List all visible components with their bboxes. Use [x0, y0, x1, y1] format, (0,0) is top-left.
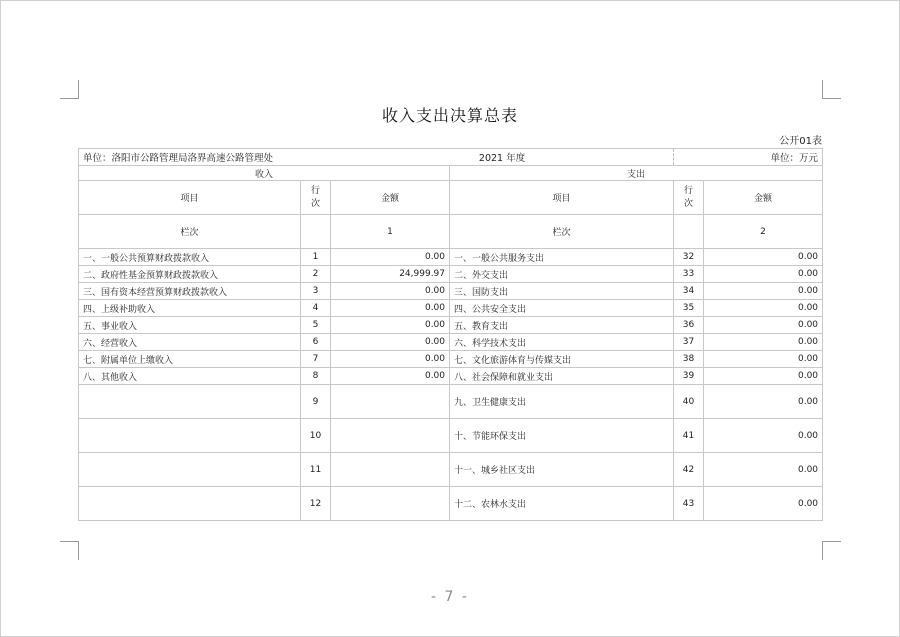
- income-item-blank: [79, 385, 301, 419]
- expense-amount: 0.00: [704, 351, 823, 368]
- income-item: 四、上级补助收入: [79, 300, 301, 317]
- income-item: 二、政府性基金预算财政拨款收入: [79, 266, 301, 283]
- income-row-no: 4: [301, 300, 331, 317]
- expense-lanci-label: 栏次: [450, 215, 674, 249]
- income-amount: 0.00: [331, 351, 450, 368]
- expense-amount: 0.00: [704, 300, 823, 317]
- income-amount: 0.00: [331, 283, 450, 300]
- expense-item: 六、科学技术支出: [450, 334, 674, 351]
- income-amount: 0.00: [331, 334, 450, 351]
- expense-lanci-blank: [674, 215, 704, 249]
- expense-row-no: 36: [674, 317, 704, 334]
- table-row: [79, 385, 823, 419]
- expense-row-no: 43: [674, 487, 704, 521]
- unit-row: [79, 149, 823, 166]
- table-row: [79, 283, 823, 300]
- expense-amount: 0.00: [704, 334, 823, 351]
- income-lanci-blank: [301, 215, 331, 249]
- expense-row-no: 40: [674, 385, 704, 419]
- income-expense-table: [78, 148, 823, 521]
- crop-mark-top-right: [822, 80, 841, 99]
- expense-amount: 0.00: [704, 317, 823, 334]
- expense-column-number: 2: [704, 215, 823, 249]
- expense-item: 九、卫生健康支出: [450, 385, 674, 419]
- table-row: [79, 368, 823, 385]
- currency-unit: 单位：万元: [704, 149, 823, 166]
- expense-item: 八、社会保障和就业支出: [450, 368, 674, 385]
- expense-row-no: 37: [674, 334, 704, 351]
- income-amount: 0.00: [331, 249, 450, 266]
- income-row-no: 7: [301, 351, 331, 368]
- income-row-no: 10: [301, 419, 331, 453]
- income-amount: 0.00: [331, 317, 450, 334]
- income-row-no: 9: [301, 385, 331, 419]
- expense-amount-header: 金额: [704, 181, 823, 215]
- expense-item: 三、国防支出: [450, 283, 674, 300]
- crop-mark-bottom-left: [60, 541, 79, 560]
- document-title: 收入支出决算总表: [381, 106, 518, 125]
- income-item-blank: [79, 487, 301, 521]
- expense-item: 七、文化旅游体育与传媒支出: [450, 351, 674, 368]
- income-row-no-header: 行次: [301, 181, 331, 215]
- table-code: 公开01表: [779, 136, 822, 147]
- expense-row-no: 42: [674, 453, 704, 487]
- expense-item: 四、公共安全支出: [450, 300, 674, 317]
- income-row-no: 3: [301, 283, 331, 300]
- income-amount: 0.00: [331, 300, 450, 317]
- income-amount-header: 金额: [331, 181, 450, 215]
- income-row-no: 5: [301, 317, 331, 334]
- year-label: 2021 年度: [331, 149, 674, 166]
- income-item: 三、国有资本经营预算财政拨款收入: [79, 283, 301, 300]
- income-amount-blank: [331, 453, 450, 487]
- income-amount: 24,999.97: [331, 266, 450, 283]
- expense-item-header: 项目: [450, 181, 674, 215]
- table-row: [79, 487, 823, 521]
- table-row: [79, 351, 823, 368]
- expense-item: 十一、城乡社区支出: [450, 453, 674, 487]
- page-number: - 7 -: [431, 589, 469, 605]
- unit-label: 单位：洛阳市公路管理局洛界高速公路管理处: [79, 149, 331, 166]
- income-row-no: 12: [301, 487, 331, 521]
- expense-amount: 0.00: [704, 487, 823, 521]
- income-lanci-label: 栏次: [79, 215, 301, 249]
- expense-item: 二、外交支出: [450, 266, 674, 283]
- income-item: 六、经营收入: [79, 334, 301, 351]
- expense-item: 十二、农林水支出: [450, 487, 674, 521]
- expense-row-no: 33: [674, 266, 704, 283]
- table-row: [79, 266, 823, 283]
- income-item-blank: [79, 419, 301, 453]
- income-item-blank: [79, 453, 301, 487]
- expense-amount: 0.00: [704, 385, 823, 419]
- table-row: [79, 419, 823, 453]
- expense-amount: 0.00: [704, 453, 823, 487]
- expense-header: 支出: [450, 166, 823, 181]
- expense-row-no: 35: [674, 300, 704, 317]
- expense-amount: 0.00: [704, 419, 823, 453]
- expense-row-no: 39: [674, 368, 704, 385]
- income-row-no: 11: [301, 453, 331, 487]
- crop-mark-bottom-right: [822, 541, 841, 560]
- income-row-no: 8: [301, 368, 331, 385]
- income-amount-blank: [331, 419, 450, 453]
- section-header-row: [79, 166, 823, 181]
- expense-row-no: 41: [674, 419, 704, 453]
- table-row: [79, 249, 823, 266]
- income-item: 八、其他收入: [79, 368, 301, 385]
- expense-row-no: 32: [674, 249, 704, 266]
- expense-amount: 0.00: [704, 249, 823, 266]
- income-item: 七、附属单位上缴收入: [79, 351, 301, 368]
- table-row: [79, 300, 823, 317]
- expense-item: 十、节能环保支出: [450, 419, 674, 453]
- income-header: 收入: [79, 166, 450, 181]
- income-item: 五、事业收入: [79, 317, 301, 334]
- income-amount-blank: [331, 487, 450, 521]
- expense-item: 五、教育支出: [450, 317, 674, 334]
- income-row-no: 2: [301, 266, 331, 283]
- unit-row-spacer: [674, 149, 704, 166]
- table-row: [79, 334, 823, 351]
- income-amount-blank: [331, 385, 450, 419]
- income-row-no: 1: [301, 249, 331, 266]
- column-number-row: [79, 215, 823, 249]
- income-column-number: 1: [331, 215, 450, 249]
- expense-amount: 0.00: [704, 283, 823, 300]
- table-row: [79, 453, 823, 487]
- expense-row-no-header: 行次: [674, 181, 704, 215]
- crop-mark-top-left: [60, 80, 79, 99]
- expense-amount: 0.00: [704, 368, 823, 385]
- income-row-no: 6: [301, 334, 331, 351]
- expense-amount: 0.00: [704, 266, 823, 283]
- expense-row-no: 34: [674, 283, 704, 300]
- income-amount: 0.00: [331, 368, 450, 385]
- income-item-header: 项目: [79, 181, 301, 215]
- expense-item: 一、一般公共服务支出: [450, 249, 674, 266]
- income-item: 一、一般公共预算财政拨款收入: [79, 249, 301, 266]
- table-row: [79, 317, 823, 334]
- column-header-row: [79, 181, 823, 215]
- expense-row-no: 38: [674, 351, 704, 368]
